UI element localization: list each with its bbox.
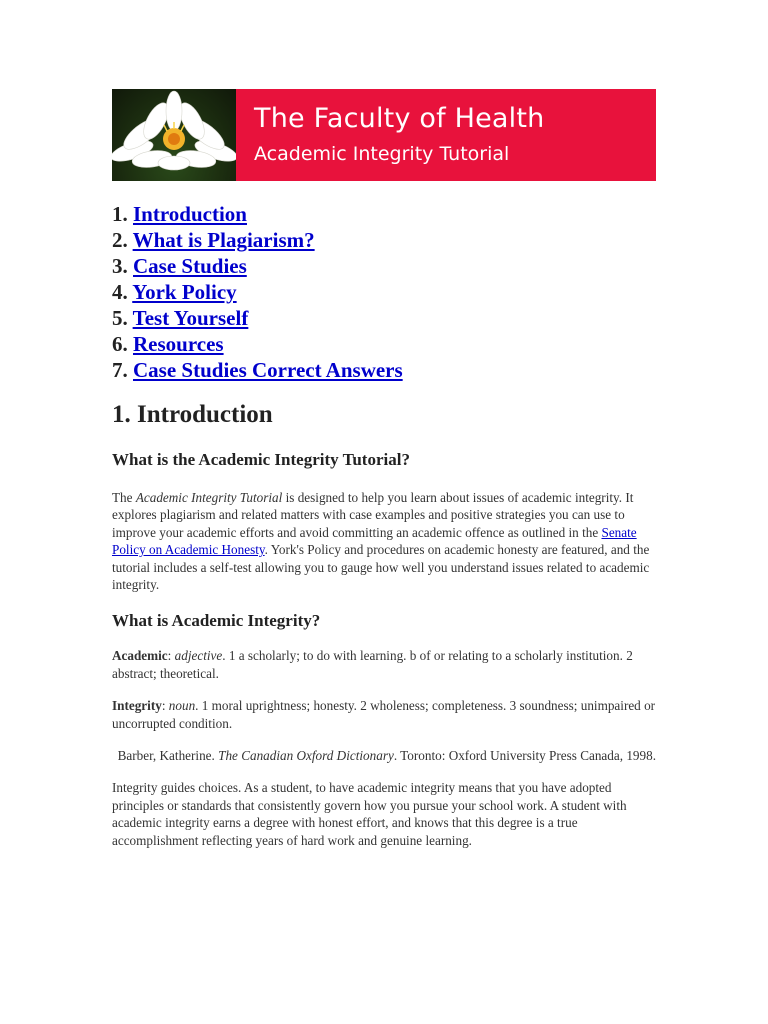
integrity-question-heading: What is Academic Integrity? [112,611,321,631]
water-lily-icon [112,89,236,181]
toc-link-case-answers[interactable]: Case Studies Correct Answers [133,358,403,382]
toc-link-introduction[interactable]: Introduction [133,202,247,226]
part-of-speech: noun [168,698,196,714]
banner-title: The Faculty of Health [254,103,545,134]
toc-item [112,253,656,279]
header-banner [112,89,656,181]
toc-item [112,357,656,383]
toc-item [112,331,656,357]
text-run: is designed to help you learn about issues of academic integrity. It explores plagiarism and related matters with case examples and positive strategies you can use to improve your academic efforts and avoid committing an academic offence as outlined in the [112,490,634,540]
toc-number: 3. [112,254,128,278]
toc-number: 6. [112,332,128,356]
toc-number: 4. [112,280,128,304]
toc-number: 2. [112,228,128,252]
part-of-speech: adjective [174,648,223,664]
tutorial-question-heading: What is the Academic Integrity Tutorial? [112,450,410,469]
toc-number: 1. [112,202,128,226]
banner-subtitle: Academic Integrity Tutorial [254,143,510,165]
text-run: : [167,648,175,664]
toc-link-case-studies[interactable]: Case Studies [133,254,247,278]
toc-number: 5. [112,306,128,330]
senate-policy-link[interactable]: Senate Policy on Academic Honesty [112,524,637,558]
toc-item [112,279,656,305]
toc-link-resources[interactable]: Resources [133,332,224,356]
definition-term: Academic [112,648,168,664]
citation-publisher: . Toronto: Oxford University Press Canada, 1998. [393,748,656,764]
tutorial-description [112,489,656,593]
text-run: : [161,698,169,714]
integrity-paragraph: Integrity guides choices. As a student, to have academic integrity means that you have adopted principles or standards that consistently govern how you pursue your school work. A student with academic integrity earns a degree with honest effort, and knows that this degree is a true accomplishment reflecting years of hard work and genuine learning. [112,780,627,848]
citation-title: The Canadian Oxford Dictionary [218,748,394,764]
table-of-contents [112,201,656,383]
section-title: 1. Introduction [112,401,273,428]
toc-item [112,305,656,331]
text-run: The [112,490,136,505]
dictionary-citation [112,747,656,764]
toc-link-test-yourself[interactable]: Test Yourself [132,306,249,330]
text-run: . York's Policy and procedures on academic honesty are featured, and the tutorial includes a self-test allowing you to gauge how well you understand issues related to academic integrity. [112,542,650,593]
definition-academic [112,647,656,682]
definition-term: Integrity [112,698,162,714]
citation-author: Barber, Katherine. [117,748,219,764]
toc-item [112,227,656,253]
toc-link-plagiarism[interactable]: What is Plagiarism? [132,228,315,252]
toc-item [112,201,656,227]
tutorial-name: Academic Integrity Tutorial [135,490,283,505]
definition-integrity [112,697,656,732]
document-page [112,89,656,849]
definition-text: . 1 moral uprightness; honesty. 2 wholeness; completeness. 3 soundness; unimpaired or uncorrupted condition. [112,698,656,731]
toc-link-york-policy[interactable]: York Policy [132,280,237,304]
definition-text: . 1 a scholarly; to do with learning. b of or relating to a scholarly institution. 2 abstract; theoretical. [112,648,633,681]
toc-number: 7. [112,358,128,382]
